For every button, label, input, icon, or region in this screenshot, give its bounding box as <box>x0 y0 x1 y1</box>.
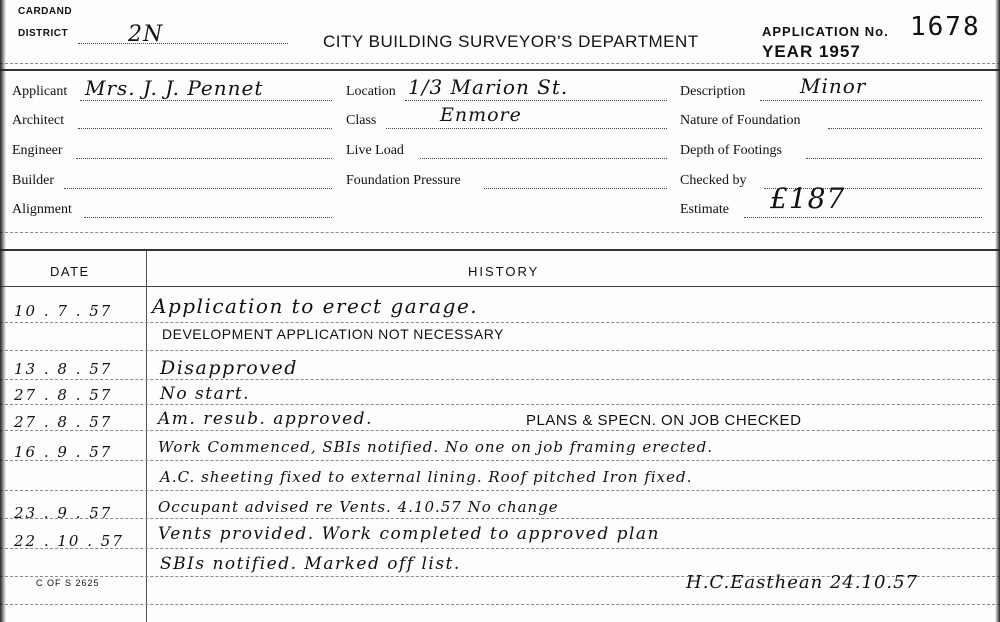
applicant-value: Mrs. J. J. Pennet <box>85 76 264 100</box>
architect-label: Architect <box>12 113 65 128</box>
history-rule-line <box>0 604 1000 605</box>
history-entry: Application to erect garage. <box>152 294 479 318</box>
cardand-label: CARDAND <box>18 6 73 17</box>
history-stamp: PLANS & SPECN. ON JOB CHECKED <box>526 412 802 429</box>
history-entry: Am. resub. approved. <box>158 409 373 429</box>
checked-by-label: Checked by <box>680 173 747 188</box>
history-rule-line <box>0 518 1000 519</box>
department-title: CITY BUILDING SURVEYOR'S DEPARTMENT <box>323 32 699 51</box>
scan-edge-left <box>0 0 6 622</box>
history-entry: Occupant advised re Vents. 4.10.57 No change <box>158 498 559 516</box>
application-no-value: 1678 <box>910 12 981 42</box>
date-header: DATE <box>50 264 90 279</box>
location-label: Location <box>346 84 396 99</box>
history-date: 23 . 9 . 57 <box>14 504 113 522</box>
history-rule-line <box>0 350 1000 351</box>
live-load-line <box>420 158 667 159</box>
estimate-value: £187 <box>770 182 846 215</box>
history-date: 27 . 8 . 57 <box>14 386 113 404</box>
foundation-pressure-label: Foundation Pressure <box>346 173 461 188</box>
estimate-line <box>744 217 982 218</box>
class-label: Class <box>346 113 377 128</box>
depth-of-footings-label: Depth of Footings <box>680 143 782 158</box>
engineer-label: Engineer <box>12 143 63 158</box>
year-label: YEAR 1957 <box>762 42 861 61</box>
rule-line <box>0 69 1000 71</box>
engineer-line <box>76 158 332 159</box>
form-code: C OF S 2625 <box>36 578 100 588</box>
district-value: 2N <box>128 22 164 47</box>
history-entry: No start. <box>160 384 251 404</box>
nature-of-foundation-label: Nature of Foundation <box>680 113 801 128</box>
applicant-label: Applicant <box>12 84 68 99</box>
history-stamp: DEVELOPMENT APPLICATION NOT NECESSARY <box>162 326 504 342</box>
scan-edge-right <box>995 0 1000 622</box>
history-date: 13 . 8 . 57 <box>14 360 113 378</box>
history-rule-line <box>0 490 1000 491</box>
history-rule-line <box>0 460 1000 461</box>
description-line <box>760 100 982 101</box>
alignment-label: Alignment <box>12 202 72 217</box>
location-line <box>405 100 667 101</box>
alignment-line <box>84 217 332 218</box>
nature-of-foundation-line <box>828 128 982 129</box>
foundation-pressure-line <box>484 188 667 189</box>
location-value: 1/3 Marion St. <box>408 75 569 99</box>
inspector-signature: H.C.Easthean 24.10.57 <box>686 572 919 593</box>
history-date: 10 . 7 . 57 <box>14 302 113 320</box>
history-entry: SBIs notified. Marked off list. <box>160 554 461 574</box>
history-rule-line <box>0 548 1000 549</box>
depth-of-footings-line <box>806 158 982 159</box>
history-entry: Vents provided. Work completed to approved plan <box>158 524 661 544</box>
district-label: DISTRICT <box>18 28 69 39</box>
description-value: Minor <box>800 74 867 98</box>
class-line <box>386 128 667 129</box>
history-entry: Work Commenced, SBIs notified. No one on job framing erected. <box>158 438 714 456</box>
history-rule-line <box>0 430 1000 431</box>
estimate-label: Estimate <box>680 202 729 217</box>
history-date: 16 . 9 . 57 <box>14 443 113 461</box>
history-entry: A.C. sheeting fixed to external lining. Roof pitched Iron fixed. <box>160 468 693 486</box>
rule-line <box>0 286 1000 287</box>
live-load-label: Live Load <box>346 143 404 158</box>
history-entry: Disapproved <box>160 357 298 379</box>
builder-label: Builder <box>12 173 54 188</box>
applicant-line <box>80 100 332 101</box>
rule-line <box>0 63 1000 64</box>
rule-line <box>0 249 1000 251</box>
district-underline <box>78 43 288 44</box>
history-rule-line <box>0 404 1000 405</box>
description-label: Description <box>680 84 746 99</box>
architect-line <box>78 128 332 129</box>
history-date: 22 . 10 . 57 <box>14 532 124 550</box>
history-date: 27 . 8 . 57 <box>14 413 113 431</box>
history-rule-line <box>0 322 1000 323</box>
builder-line <box>64 188 332 189</box>
history-rule-line <box>0 379 1000 380</box>
application-no-label: APPLICATION No. <box>762 24 889 39</box>
class-value: Enmore <box>440 104 522 126</box>
date-column-divider <box>146 251 147 622</box>
history-header: HISTORY <box>468 264 540 279</box>
rule-line <box>0 232 1000 233</box>
